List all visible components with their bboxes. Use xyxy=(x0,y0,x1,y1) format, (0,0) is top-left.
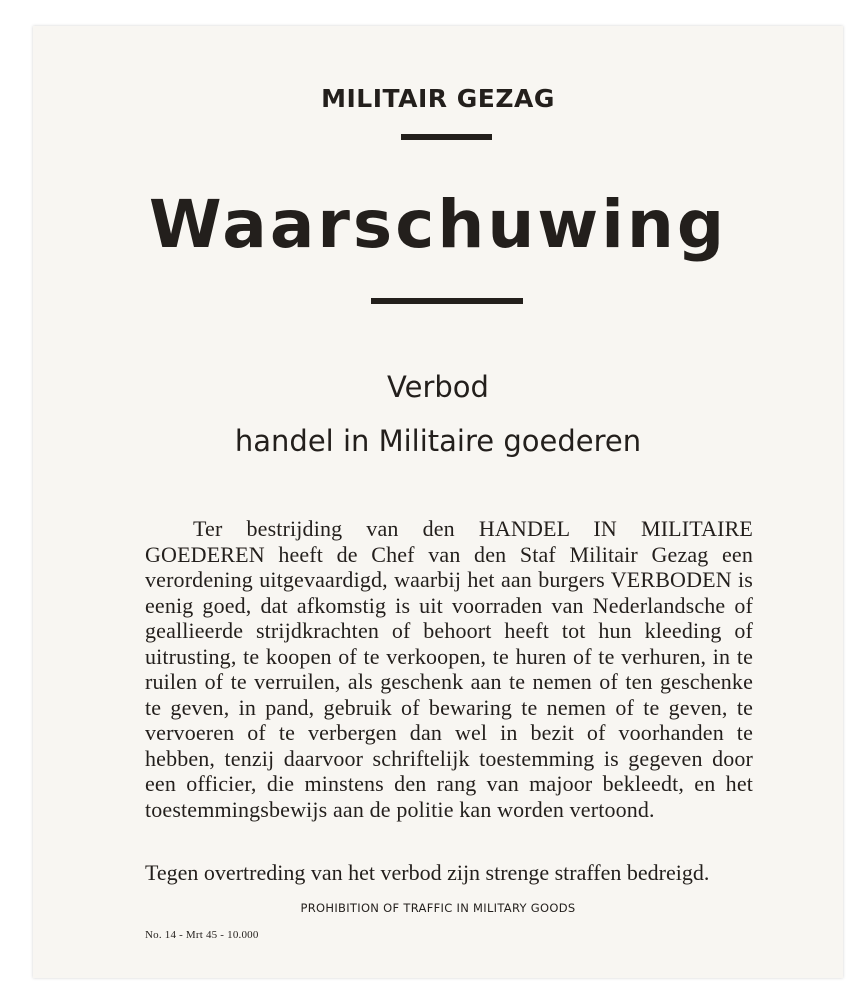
warning-headline: Waarschuwing xyxy=(148,186,728,263)
subtitle-prohibition: Verbod xyxy=(387,370,489,404)
authority-heading: MILITAIR GEZAG xyxy=(321,84,555,113)
subtitle-topic: handel in Militaire goederen xyxy=(234,424,642,458)
body-paragraph: Ter bestrijding van den HANDEL IN MILITAIRE GOEDEREN heeft de Chef van den Staf Militair Gezag een verordening uitgevaardigd, waarbij het aan burgers VERBODEN is eenig goed, dat afkomstig is uit voorraden van Nederlandsche of geallieerde strijdkrachten of behoort heeft tot hun kleeding of uitrusting, te koopen of te verkoopen, te huren of te verhuren, in te ruilen of te verruilen, als geschenk aan te nemen of ten geschenke te geven, in pand, gebruik of bewaring te nemen of te geven, te vervoeren of te verbergen dan wel in bezit of voorhanden te hebben, tenzij daarvoor schriftelijk toestemming is gegeven door een officier, die minstens den rang van majoor bekleedt, en het toestemmingsbewijs aan de politie kan worden vertoond. xyxy=(145,516,753,822)
english-translation: PROHIBITION OF TRAFFIC IN MILITARY GOODS xyxy=(300,901,576,915)
closing-statement: Tegen overtreding van het verbod zijn strenge straffen bedreigd. xyxy=(145,860,710,885)
divider-rule-bottom xyxy=(371,298,523,304)
print-code: No. 14 - Mrt 45 - 10.000 xyxy=(145,929,259,941)
divider-rule-top xyxy=(401,134,492,140)
poster-sheet xyxy=(33,26,843,978)
